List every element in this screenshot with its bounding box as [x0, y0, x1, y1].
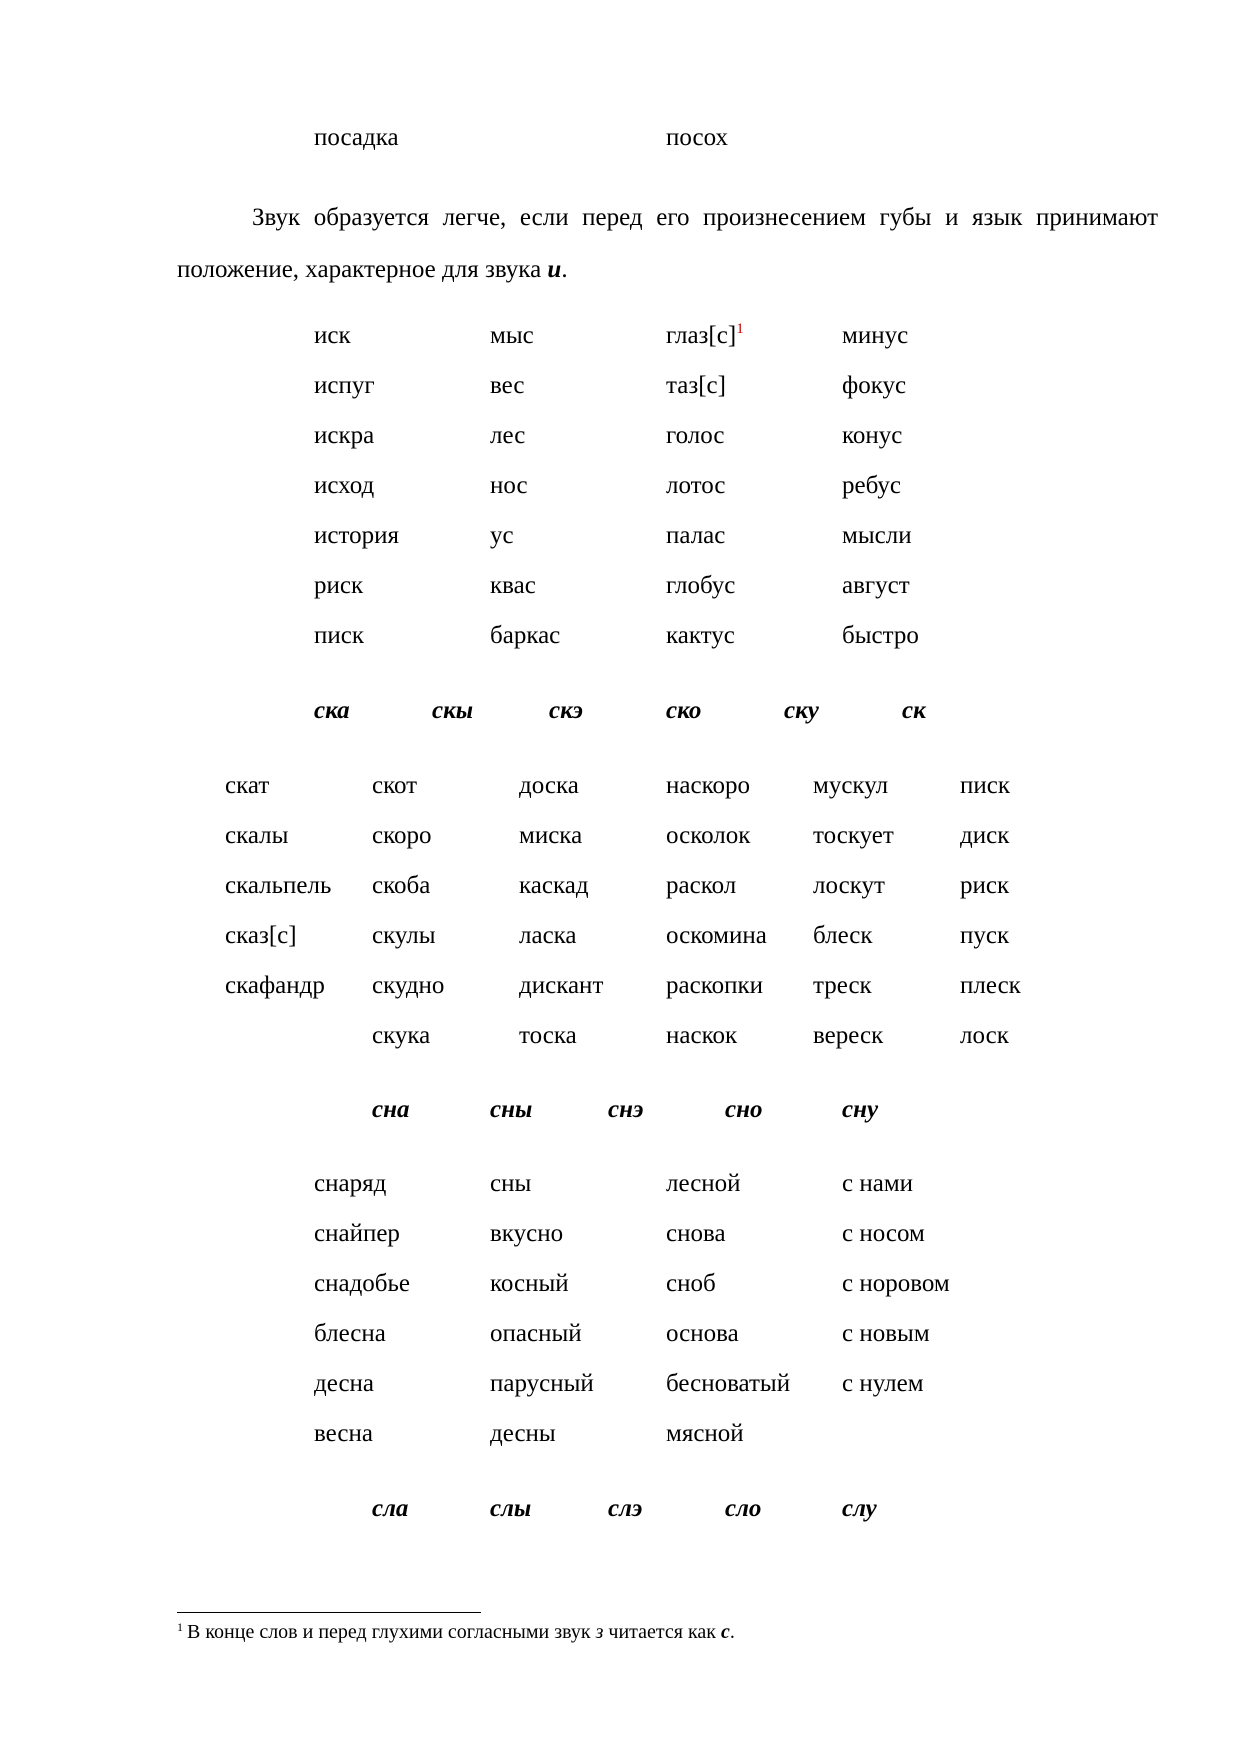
word-cell: минус	[842, 322, 909, 349]
word-cell: мускул	[813, 772, 889, 799]
word-cell: пуск	[960, 922, 1010, 949]
word-cell: с норовом	[842, 1270, 950, 1297]
word-cell: мысли	[842, 522, 912, 549]
word-cell: вес	[490, 372, 525, 399]
word-cell: скальпель	[225, 872, 332, 899]
word-cell: скалы	[225, 822, 289, 849]
word-cell: опасный	[490, 1320, 582, 1347]
word-cell: снаряд	[314, 1170, 387, 1197]
syllable: скы	[432, 697, 474, 724]
word-cell: скафандр	[225, 972, 325, 999]
word-cell: ласка	[519, 922, 577, 949]
word-cell: август	[842, 572, 910, 599]
footnote-end: .	[729, 1621, 735, 1643]
word-cell: нос	[490, 472, 528, 499]
word-cell: сны	[490, 1170, 532, 1197]
syllable: ск	[902, 697, 926, 724]
word-posadka: посадка	[314, 124, 399, 151]
word-cell: дискант	[519, 972, 604, 999]
word-cell: тоскует	[813, 822, 894, 849]
word-cell: скоба	[372, 872, 431, 899]
word-cell: оскомина	[666, 922, 767, 949]
footnote-separator	[177, 1612, 481, 1613]
word-cell: каскад	[519, 872, 589, 899]
syllable: слы	[490, 1495, 532, 1522]
word-cell: ребус	[842, 472, 901, 499]
word-cell: десна	[314, 1370, 375, 1397]
word-cell: сноб	[666, 1270, 716, 1297]
word-cell: раскол	[666, 872, 737, 899]
paragraph-end: .	[561, 256, 568, 283]
word-cell: искра	[314, 422, 375, 449]
word-cell: скоро	[372, 822, 432, 849]
word-cell: с нулем	[842, 1370, 924, 1397]
word-cell: кактус	[666, 622, 735, 649]
syllable: сло	[725, 1495, 762, 1522]
word-cell: основа	[666, 1320, 739, 1347]
word-cell: голос	[666, 422, 725, 449]
word-cell: мыс	[490, 322, 534, 349]
word-cell: риск	[960, 872, 1010, 899]
footnote	[177, 1622, 735, 1642]
syllable: ско	[666, 697, 702, 724]
word-cell: писк	[960, 772, 1010, 799]
word-cell: квас	[490, 572, 536, 599]
word-cell: лесной	[666, 1170, 741, 1197]
word-cell: конус	[842, 422, 903, 449]
word-cell: испуг	[314, 372, 375, 399]
syllable: сны	[490, 1096, 533, 1123]
word-cell: $глаз[с]^1$	[666, 321, 744, 349]
word-cell: бесноватый	[666, 1370, 791, 1397]
word-cell: вереск	[813, 1022, 884, 1049]
word-cell: лес	[490, 422, 526, 449]
syllable: слу	[842, 1495, 877, 1522]
word-cell: тоска	[519, 1022, 577, 1049]
word-cell: наскок	[666, 1022, 738, 1049]
syllable: ску	[784, 697, 819, 724]
word-cell: скука	[372, 1022, 431, 1049]
word-cell: лоскут	[813, 872, 885, 899]
word-cell: быстро	[842, 622, 919, 649]
word-cell: иск	[314, 322, 351, 349]
word-cell: миска	[519, 822, 583, 849]
word-cell: доска	[519, 772, 579, 799]
word-cell: снайпер	[314, 1220, 400, 1247]
footnote-text-a: В конце слов и перед глухими согласными звук	[187, 1621, 596, 1643]
syllable: сну	[842, 1096, 879, 1123]
word-cell: баркас	[490, 622, 561, 649]
word-cell: наскоро	[666, 772, 750, 799]
word-cell: глобус	[666, 572, 736, 599]
footnote-letter-s: с	[721, 1621, 730, 1643]
word-cell: треск	[813, 972, 872, 999]
word-cell: скудно	[372, 972, 445, 999]
word-cell: скулы	[372, 922, 436, 949]
intro-paragraph	[177, 192, 1158, 296]
word-cell: снова	[666, 1220, 726, 1247]
footnote-letter-z: з	[595, 1621, 604, 1643]
word-cell: блеск	[813, 922, 873, 949]
word-cell: десны	[490, 1420, 556, 1447]
syllable: снэ	[608, 1096, 644, 1123]
syllable: ска	[314, 697, 350, 724]
word-cell: с носом	[842, 1220, 925, 1247]
word-cell: блесна	[314, 1320, 386, 1347]
word-cell: косный	[490, 1270, 569, 1297]
word-cell: плеск	[960, 972, 1021, 999]
word-cell: скот	[372, 772, 418, 799]
word-cell: диск	[960, 822, 1010, 849]
syllable: сно	[725, 1096, 763, 1123]
paragraph-text: Звук образуется легче, если перед его произнесением губы и язык принимают положение, характерное для звука	[177, 204, 1158, 283]
word-cell: лоск	[960, 1022, 1009, 1049]
word-cell: снадобье	[314, 1270, 411, 1297]
word-cell: палас	[666, 522, 726, 549]
word-cell: сказ[с]	[225, 922, 297, 949]
syllable: слэ	[608, 1495, 643, 1522]
word-cell: вкусно	[490, 1220, 564, 1247]
word-cell: риск	[314, 572, 364, 599]
footnote-number: 1	[177, 1620, 183, 1634]
word-cell: лотос	[666, 472, 726, 499]
word-cell: таз[с]	[666, 372, 726, 399]
word-cell: писк	[314, 622, 364, 649]
word-cell: с новым	[842, 1320, 930, 1347]
word-cell: парусный	[490, 1370, 594, 1397]
word-cell: осколок	[666, 822, 751, 849]
word-cell: мясной	[666, 1420, 744, 1447]
word-posokh: посох	[666, 124, 728, 151]
syllable: сла	[372, 1495, 409, 1522]
syllable: сна	[372, 1096, 410, 1123]
word-cell: скат	[225, 772, 270, 799]
paragraph-emphasis: и	[547, 256, 562, 283]
word-cell: раскопки	[666, 972, 763, 999]
footnote-text-b: читается как	[603, 1621, 721, 1643]
word-cell: исход	[314, 472, 375, 499]
word-cell: весна	[314, 1420, 373, 1447]
footnote-reference: 1	[736, 321, 744, 337]
syllable: скэ	[549, 697, 583, 724]
word-cell: ус	[490, 522, 514, 549]
word-cell: история	[314, 522, 399, 549]
word-cell: фокус	[842, 372, 907, 399]
word-cell: с нами	[842, 1170, 914, 1197]
